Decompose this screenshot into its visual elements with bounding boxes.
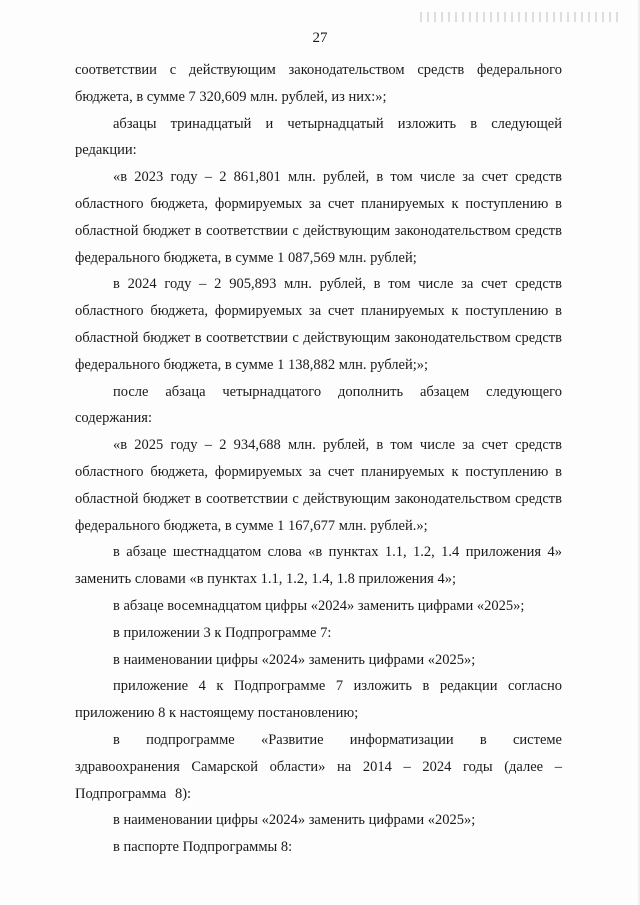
- paragraph: «в 2025 году – 2 934,688 млн. рублей, в том числе за счет средств областного бюджета, формируемых за счет планируемых к поступлению в областной бюджет в соответствии с действующим законодательством средств федерального бюджета, в сумме 1 167,677 млн. рублей.»;: [75, 437, 562, 534]
- paragraph: соответствии с действующим законодательством средств федерального бюджета, в сумме 7 320,609 млн. рублей, из них:»;: [75, 62, 562, 105]
- paragraph: приложение 4 к Подпрограмме 7 изложить в редакции согласно приложению 8 к настоящему постановлению;: [75, 678, 562, 722]
- paragraph: после абзаца четырнадцатого дополнить абзацем следующего содержания:: [75, 383, 562, 427]
- paragraph: в приложении 3 к Подпрограмме 7:: [113, 624, 332, 641]
- paragraph: в подпрограмме «Развитие информатизации в системе здравоохранения Самарской области» на 2014 – 2024 годы (далее – Подпрограмма 8):: [75, 731, 562, 802]
- document-body: [75, 57, 562, 861]
- paragraph: в абзаце шестнадцатом слова «в пунктах 1.1, 1.2, 1.4 приложения 4» заменить словами «в пунктах 1.1, 1.2, 1.4, 1.8 приложения 4»;: [75, 544, 562, 588]
- paragraph: в 2024 году – 2 905,893 млн. рублей, в том числе за счет средств областного бюджета, формируемых за счет планируемых к поступлению в областной бюджет в соответствии с действующим законодательством средств федерального бюджета, в сумме 1 138,882 млн. рублей;»;: [75, 276, 562, 373]
- paragraph: в наименовании цифры «2024» заменить цифрами «2025»;: [113, 812, 476, 829]
- paragraph: в абзаце восемнадцатом цифры «2024» заменить цифрами «2025»;: [113, 597, 525, 614]
- paragraph: в наименовании цифры «2024» заменить цифрами «2025»;: [113, 651, 476, 668]
- paragraph: «в 2023 году – 2 861,801 млн. рублей, в том числе за счет средств областного бюджета, формируемых за счет планируемых к поступлению в областной бюджет в соответствии с действующим законодательством средств федерального бюджета, в сумме 1 087,569 млн. рублей;: [75, 169, 562, 266]
- paragraph: абзацы тринадцатый и четырнадцатый изложить в следующей редакции:: [75, 115, 562, 159]
- page-number: 27: [312, 30, 328, 46]
- scan-artifact: [420, 12, 620, 22]
- paragraph: в паспорте Подпрограммы 8:: [113, 839, 293, 856]
